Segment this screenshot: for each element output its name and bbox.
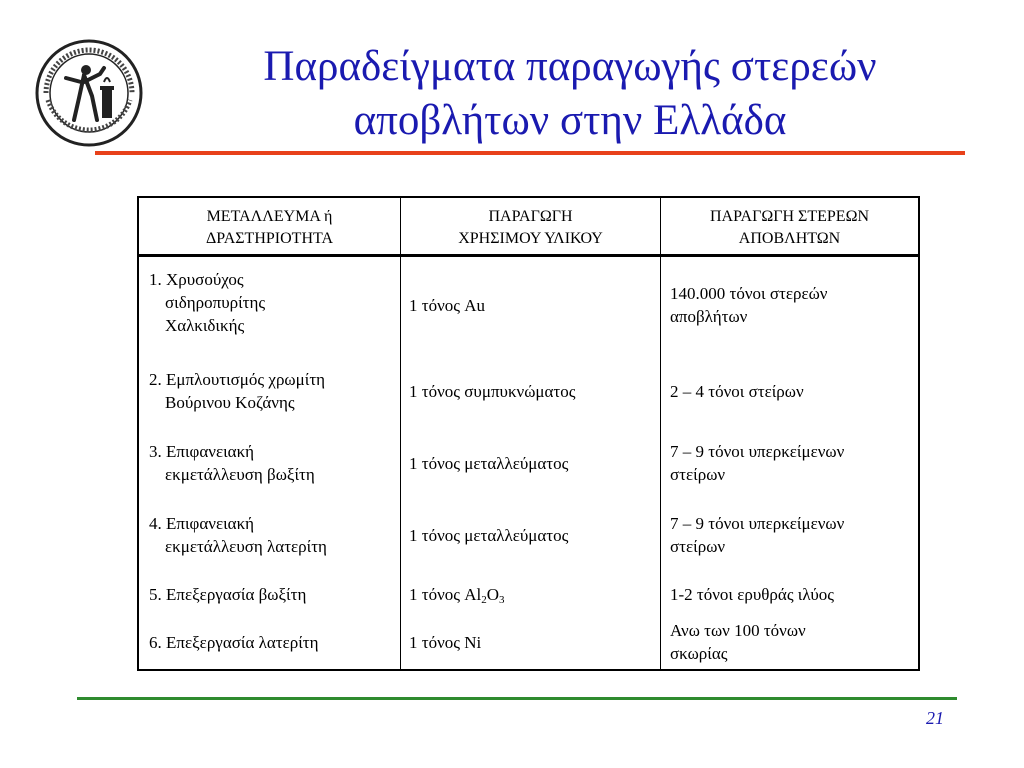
footer-divider <box>77 697 957 700</box>
header-waste <box>661 206 918 250</box>
header-product <box>401 206 660 250</box>
page-number: 21 <box>926 708 944 728</box>
row2-product: 1 τόνος συμπυκνώματος <box>409 382 576 401</box>
row5-product-sub1: 2 <box>481 594 487 606</box>
title-line-1: Παραδείγματα παραγωγής στερεών <box>263 43 877 90</box>
row2-activity <box>149 368 399 414</box>
header-waste-line2: ΑΠΟΒΛΗΤΩΝ <box>738 230 841 247</box>
column-divider <box>400 198 401 669</box>
header-activity <box>139 206 400 250</box>
title-divider <box>95 151 965 155</box>
row4-waste-line1: 7 – 9 τόνοι υπερκείμενων <box>670 514 845 533</box>
row4-waste <box>670 512 918 558</box>
row5-product-sub2: 3 <box>499 594 505 606</box>
header-product-line2: ΧΡΗΣΙΜΟΥ ΥΛΙΚΟΥ <box>458 230 603 247</box>
row1-activity-line2: σιδηροπυρίτης <box>165 293 266 312</box>
waste-production-table <box>137 196 920 671</box>
row1-activity-line1: 1. Χρυσούχος <box>149 270 244 289</box>
row5-product-text: 1 τόνος Al <box>409 585 482 604</box>
row1-activity-line3: Χαλκιδικής <box>165 316 245 335</box>
row3-waste-line1: 7 – 9 τόνοι υπερκείμενων <box>670 442 845 461</box>
row6-product: 1 τόνος Ni <box>409 633 482 652</box>
header-activity-line1: ΜΕΤΑΛΛΕΥΜΑ ή <box>206 208 333 225</box>
header-divider <box>139 254 918 257</box>
row3-activity <box>149 440 399 486</box>
row5-product <box>409 583 659 606</box>
header-waste-line1: ΠΑΡΑΓΩΓΗ ΣΤΕΡΕΩΝ <box>709 208 870 225</box>
row3-activity-line2: εκμετάλλευση βωξίτη <box>165 465 315 484</box>
row5-activity: 5. Επεξεργασία βωξίτη <box>149 585 307 604</box>
row5-product-text2: O <box>486 585 500 604</box>
university-seal-icon <box>34 38 144 148</box>
row4-activity-line1: 4. Επιφανειακή <box>149 514 255 533</box>
row2-activity-line2: Βούρινου Κοζάνης <box>165 393 295 412</box>
row3-waste-line2: στείρων <box>670 465 726 484</box>
row3-waste <box>670 440 918 486</box>
row1-waste-line2: αποβλήτων <box>670 307 748 326</box>
row1-product: 1 τόνος Au <box>409 296 486 315</box>
title-line-2: αποβλήτων στην Ελλάδα <box>353 97 787 144</box>
row4-waste-line2: στείρων <box>670 537 726 556</box>
slide-title <box>160 40 980 148</box>
row4-activity-line2: εκμετάλλευση λατερίτη <box>165 537 327 556</box>
row6-activity: 6. Επεξεργασία λατερίτη <box>149 633 319 652</box>
header-product-line1: ΠΑΡΑΓΩΓΗ <box>488 208 573 225</box>
row1-waste <box>670 282 918 328</box>
row3-product: 1 τόνος μεταλλεύματος <box>409 454 569 473</box>
column-divider <box>660 198 661 669</box>
row2-activity-line1: 2. Εμπλουτισμός χρωμίτη <box>149 370 326 389</box>
row1-waste-line1: 140.000 τόνοι στερεών <box>670 284 828 303</box>
row2-waste: 2 – 4 τόνοι στείρων <box>670 382 804 401</box>
row6-waste-line2: σκωρίας <box>670 644 728 663</box>
row3-activity-line1: 3. Επιφανειακή <box>149 442 255 461</box>
row4-product: 1 τόνος μεταλλεύματος <box>409 526 569 545</box>
row6-waste-line1: Ανω των 100 τόνων <box>670 621 806 640</box>
row4-activity <box>149 512 399 558</box>
row1-activity <box>149 268 399 337</box>
row6-waste <box>670 619 918 665</box>
row5-waste: 1-2 τόνοι ερυθράς ιλύος <box>670 585 834 604</box>
header-activity-line2: ΔΡΑΣΤΗΡΙΟΤΗΤΑ <box>205 230 334 247</box>
